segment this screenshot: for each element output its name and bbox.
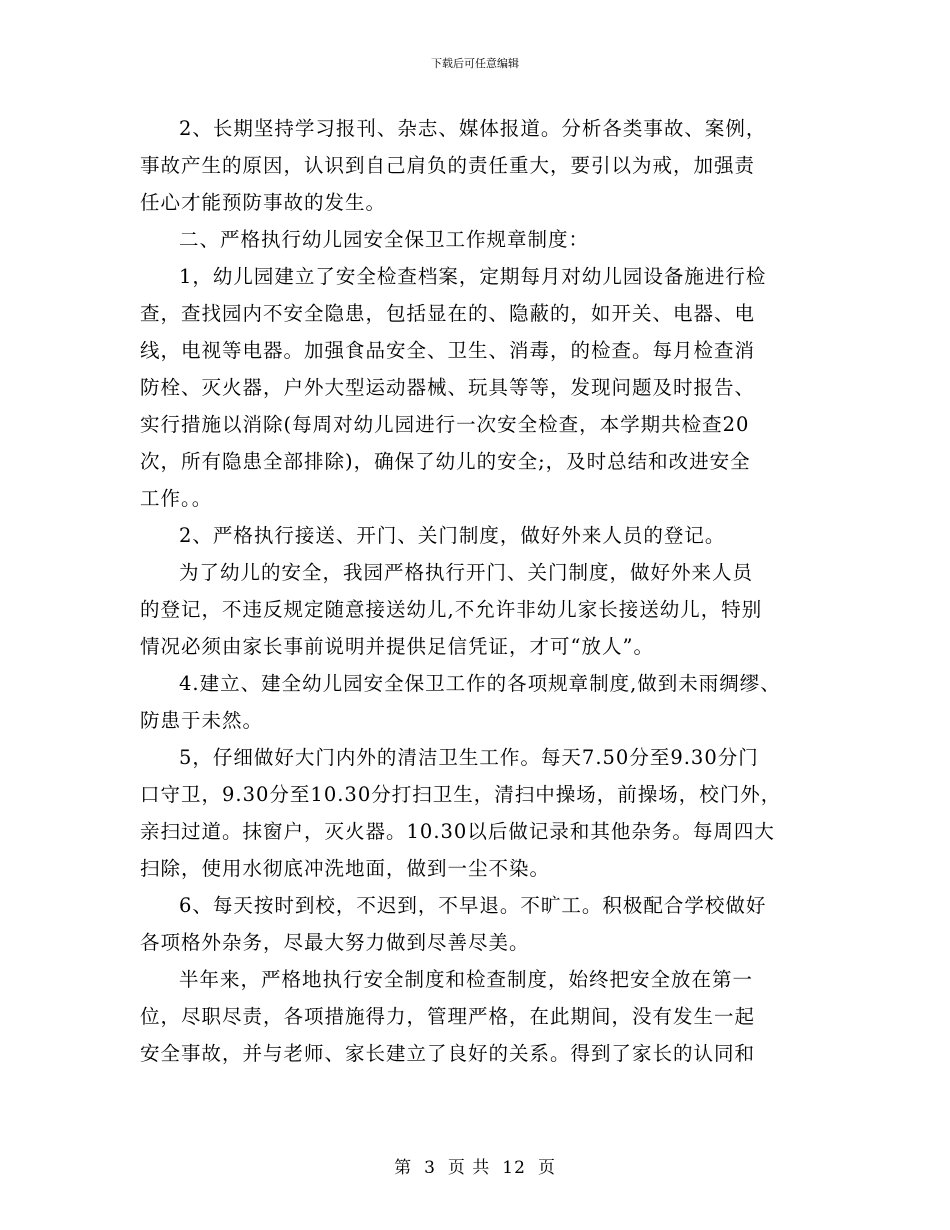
text-line: 实行措施以消除(每周对幼儿园进行一次安全检查，本学期共检查20 [140,413,750,436]
paragraph [140,517,805,554]
page-header: 下载后可任意编辑 [431,57,519,70]
text-line: 各项格外杂务，尽最大努力做到尽善尽美。 [140,931,530,954]
paragraph [140,961,805,1072]
text-line: 工作。。 [140,487,213,510]
text-line: 事故产生的原因，认识到自己肩负的责任重大，要引以为戒，加强责 [140,154,756,177]
paragraph [140,221,805,258]
text-line: 2、严格执行接送、开门、关门制度，做好外来人员的登记。 [179,524,726,547]
text-line: 为了幼儿的安全，我园严格执行开门、关门制度，做好外来人员 [179,561,754,584]
page-number-middle: 页 共 [447,1158,491,1178]
text-line: 6、每天按时到校，不迟到，不早退。不旷工。积极配合学校做好 [179,894,767,917]
text-line: 情况必须由家长事前说明并提供足信凭证，才可“放人”。 [140,635,654,658]
paragraph [140,739,805,887]
paragraph [140,110,805,221]
text-line: 半年来，严格地执行安全制度和检查制度，始终把安全放在第一 [179,968,754,991]
text-line: 位，尽职尽责，各项措施得力，管理严格，在此期间，没有发生一起 [140,1005,756,1028]
page-total: 12 [502,1158,526,1178]
paragraph [140,258,805,517]
text-line: 防栓、灭火器，户外大型运动器械、玩具等等，发现问题及时报告、 [140,376,756,399]
text-line: 2、长期坚持学习报刊、杂志、媒体报道。分析各类事故、案例， [179,117,767,140]
text-line: 5，仔细做好大门内外的清洁卫生工作。每天7.50分至9.30分门 [179,746,759,769]
text-line: 二、严格执行幼儿园安全保卫工作规章制度： [179,228,590,251]
text-line: 4.建立、建全幼儿园安全保卫工作的各项规章制度,做到未雨绸缪、 [179,672,781,695]
text-line: 查，查找园内不安全隐患，包括显在的、隐蔽的，如开关、电器、电 [140,302,756,325]
text-line: 口守卫，9.30分至10.30分打扫卫生，清扫中操场，前操场，校门外， [140,783,782,806]
page-number-suffix: 页 [537,1158,556,1178]
text-line: 安全事故，并与老师、家长建立了良好的关系。得到了家长的认同和 [140,1042,756,1065]
text-line: 任心才能预防事故的发生。 [140,191,387,214]
paragraph [140,887,805,961]
paragraph [140,554,805,665]
text-line: 扫除，使用水彻底冲洗地面，做到一尘不染。 [140,857,551,880]
text-line: 防患于未然。 [140,709,264,732]
document-body [140,110,805,1072]
text-line: 1，幼儿园建立了安全检查档案，定期每月对幼儿园设备施进行检 [179,265,767,288]
text-line: 的登记，不违反规定随意接送幼儿,不允许非幼儿家长接送幼儿，特别 [140,598,763,621]
text-line: 亲扫过道。抹窗户，灭火器。10.30以后做记录和其他杂务。每周四大 [140,820,775,843]
page-footer [0,1153,950,1178]
text-line: 次，所有隐患全部排除)，确保了幼儿的安全;，及时总结和改进安全 [140,450,751,473]
text-line: 线，电视等电器。加强食品安全、卫生、消毒，的检查。每月检查消 [140,339,756,362]
paragraph [140,665,805,739]
page-number: 3 [424,1158,436,1178]
page-number-prefix: 第 [394,1158,413,1178]
